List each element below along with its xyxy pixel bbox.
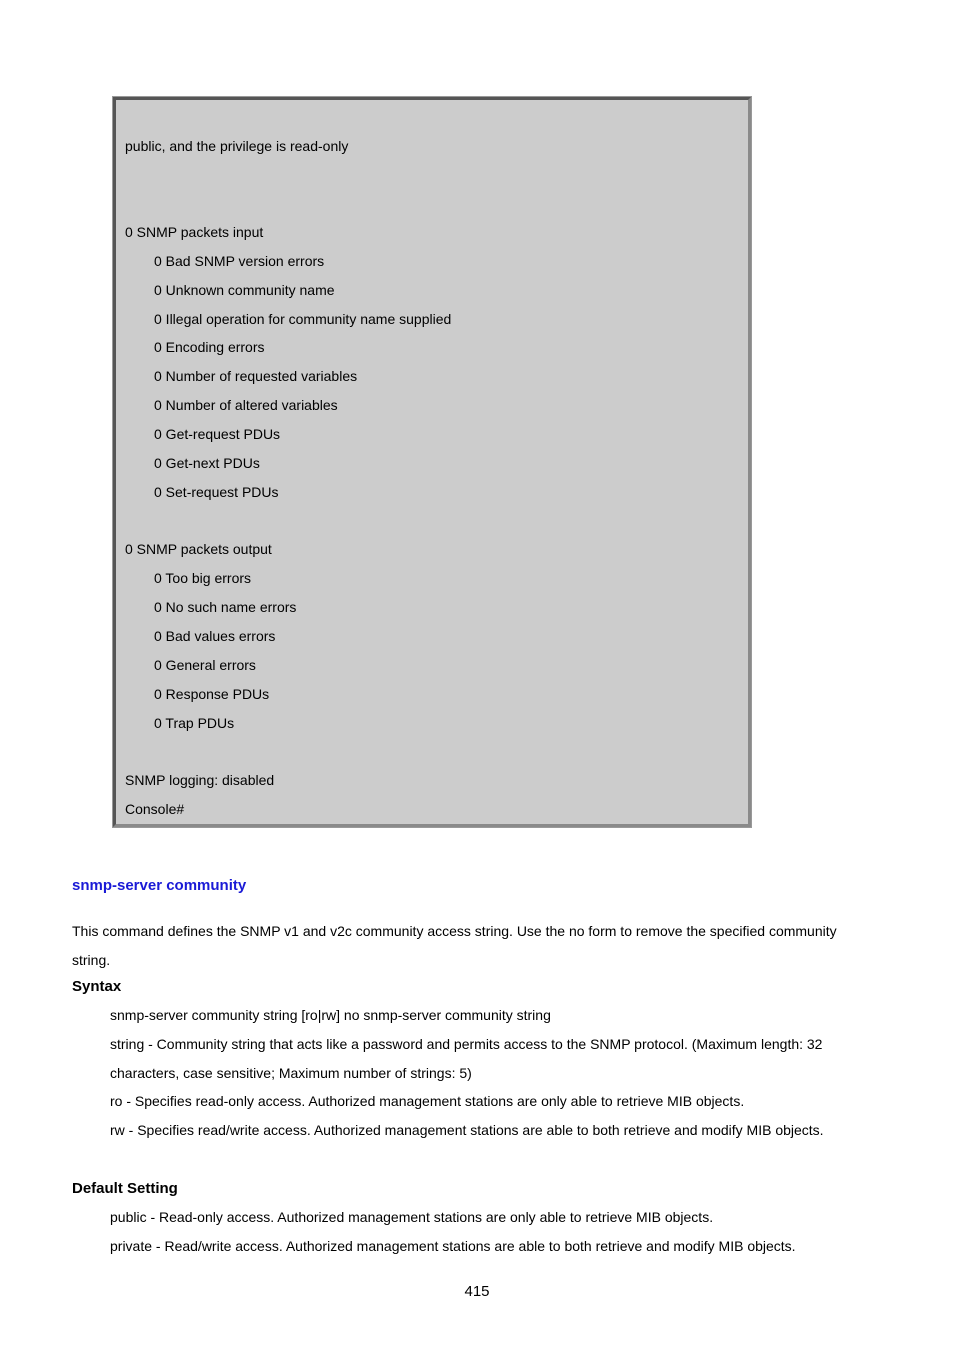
- command-description: This command defines the SNMP v1 and v2c community access string. Use the no form to remove the specified community string.: [72, 923, 837, 968]
- console-line: 0 Trap PDUs: [154, 715, 235, 731]
- console-line: 0 Number of requested variables: [154, 368, 358, 384]
- syntax-heading: Syntax: [72, 978, 122, 995]
- console-line: 0 Get-request PDUs: [154, 426, 281, 442]
- console-line: 0 General errors: [154, 657, 256, 673]
- console-line: 0 Set-request PDUs: [154, 484, 279, 500]
- default-setting-item: private - Read/write access. Authorized management stations are able to both retrieve and modify MIB objects.: [110, 1238, 796, 1254]
- console-line: public, and the privilege is read-only: [125, 138, 349, 154]
- syntax-item: snmp-server community string [ro|rw] no snmp-server community string: [110, 1007, 551, 1023]
- console-line: 0 Too big errors: [154, 570, 252, 586]
- console-line: 0 Encoding errors: [154, 339, 265, 355]
- console-line: 0 Bad SNMP version errors: [154, 253, 325, 269]
- default-setting-item: public - Read-only access. Authorized management stations are only able to retrieve MIB objects.: [110, 1209, 714, 1225]
- console-line: 0 Unknown community name: [154, 282, 335, 298]
- syntax-item: ro - Specifies read-only access. Authorized management stations are only able to retrieve MIB objects.: [110, 1093, 745, 1109]
- command-title: snmp-server community: [72, 877, 247, 894]
- syntax-item: string - Community string that acts like a password and permits access to the SNMP protocol. (Maximum length: 32 characters, case sensitive; Maximum number of strings: 5): [110, 1036, 823, 1081]
- console-line: 0 SNMP packets input: [125, 224, 264, 240]
- console-line: 0 Response PDUs: [154, 686, 270, 702]
- console-line: 0 Number of altered variables: [154, 397, 338, 413]
- console-line: 0 Illegal operation for community name supplied: [154, 311, 452, 327]
- console-line: 0 SNMP packets output: [125, 541, 272, 557]
- console-output-box: [113, 97, 751, 827]
- console-line: 0 Bad values errors: [154, 628, 276, 644]
- page-number: 415: [464, 1283, 490, 1300]
- default-setting-heading: Default Setting: [72, 1180, 178, 1197]
- console-line: 0 Get-next PDUs: [154, 455, 260, 471]
- console-prompt: Console#: [125, 801, 185, 817]
- console-line: 0 No such name errors: [154, 599, 297, 615]
- syntax-item: rw - Specifies read/write access. Authorized management stations are able to both retrieve and modify MIB objects.: [110, 1122, 824, 1138]
- console-line: SNMP logging: disabled: [125, 772, 275, 788]
